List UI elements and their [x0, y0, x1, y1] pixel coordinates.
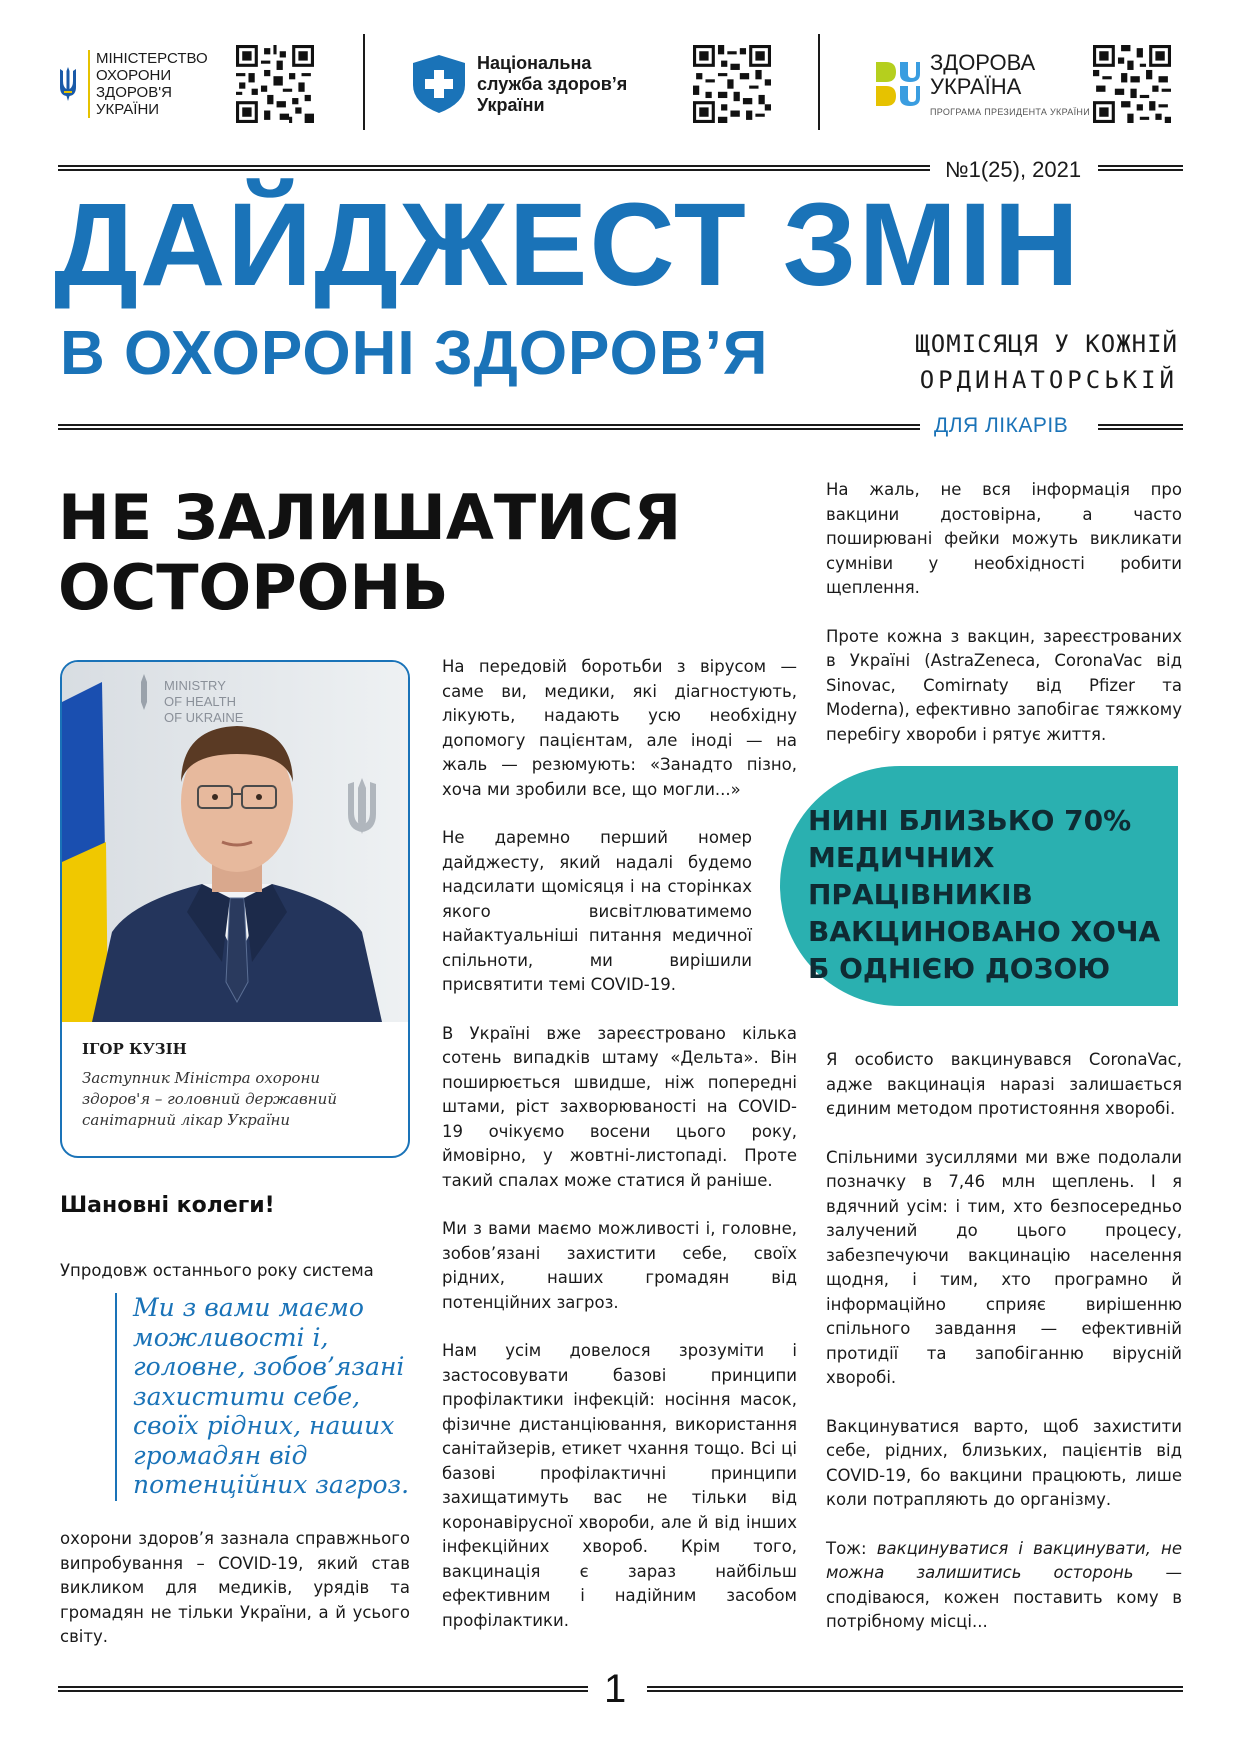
- paragraph: Я особисто вакцинувався CoronaVac, адже вакцинація наразі залишається єдиним методом протистояння хворобі.: [826, 1050, 1182, 1118]
- footer-double-rule: [58, 1686, 588, 1692]
- paragraph: На передовій боротьби з вірусом — саме ви, медики, які діагностують, лікують, надають усю необхідну допомогу пацієнтам, але іноді — на жаль — резюмують: «Занадто пізно, хоча ми зробили все, що могли...»: [442, 657, 797, 799]
- qr-code-icon[interactable]: [1093, 45, 1171, 123]
- healthy-ukraine-mark-icon: [876, 62, 920, 106]
- masthead-subtitle: В ОХОРОНІ ЗДОРОВ’Я: [60, 319, 769, 388]
- column-2: [442, 655, 797, 1657]
- qr-code-icon[interactable]: [693, 45, 771, 123]
- masthead-double-rule: [58, 424, 920, 430]
- paragraph: На жаль, не вся інформація про вакцини достовірна, а часто поширювані фейки можуть викликати сумніви у необхідності робити щеплення.: [826, 480, 1182, 597]
- nszu-name: Національна служба здоров’я України: [477, 52, 628, 115]
- paragraph: Не даремно перший номер дайджесту, який надалі будемо надсилати щомісяця і на сторінках якого висвітлюватимемо найактуальніші питання медичної спільноти, ми вирішили присвятити темі COVID-19.: [442, 828, 752, 994]
- greeting: Шановні колеги!: [60, 1193, 275, 1218]
- masthead-title: ДАЙДЖЕСТ ЗМІН: [54, 179, 1081, 311]
- top-double-rule: [58, 165, 930, 171]
- backdrop-text-line: OF UKRAINE: [164, 710, 244, 725]
- pull-quote-text: Ми з вами маємо можливості і, головне, зобов’язані захистити себе, своїх рідних, наших громадян від потенційних загроз.: [133, 1293, 410, 1499]
- masthead-tagline-1: ЩОМІСЯЦЯ У КОЖНІЙ: [915, 330, 1178, 358]
- ministry-name: МІНІСТЕРСТВО ОХОРОНИ ЗДОРОВ'Я УКРАЇНИ: [88, 50, 208, 118]
- healthy-ukraine-logo: [876, 34, 1090, 134]
- issue-number: №1(25), 2021: [945, 157, 1082, 182]
- top-double-rule-right: [1098, 165, 1183, 171]
- masthead-double-rule-right: [1098, 424, 1183, 430]
- healthy-ukraine-subtitle: ПРОГРАМА ПРЕЗИДЕНТА УКРАЇНИ: [930, 107, 1090, 117]
- column-1-end: [60, 1527, 410, 1674]
- masthead-tagline-2: ОРДИНАТОРСЬКІЙ: [919, 366, 1178, 394]
- healthy-ukraine-name: ЗДОРОВА УКРАЇНА: [930, 50, 1036, 99]
- portrait-photo: [62, 662, 408, 1022]
- column-3-bottom: [826, 1048, 1182, 1659]
- backdrop-text-line: OF HEALTH: [164, 694, 236, 709]
- backdrop-text-line: MINISTRY: [164, 678, 226, 693]
- paragraph: Упродовж останнього року система: [60, 1261, 374, 1280]
- pull-quote: [115, 1293, 415, 1501]
- nszu-logo: [413, 34, 627, 134]
- header-divider: [818, 34, 820, 130]
- ministry-logo: [58, 34, 208, 134]
- trident-icon: [58, 67, 78, 101]
- column-3-top: [826, 478, 1182, 771]
- paragraph: Спільними зусиллями ми вже подолали позначку в 7,46 млн щеплень. І я вдячний усім: і тим, хто безпосередньо залучений до цього процесу, забезпечуючи вакцинацію населення щодня, і тим, хто програмно й інформаційно сприяє вирішенню спільного завдання — ефективній протидії та запобіганню вірусній хворобі.: [826, 1147, 1182, 1387]
- portrait-role: Заступник Міністра охорони здоров'я – головний державний санітарний лікар України: [82, 1069, 337, 1129]
- qr-code-icon[interactable]: [236, 45, 314, 123]
- header-divider: [363, 34, 365, 130]
- shield-cross-icon: [413, 55, 465, 113]
- footer-double-rule-right: [647, 1686, 1183, 1692]
- portrait-name: ІГОР КУЗІН: [82, 1040, 187, 1058]
- paragraph: Ми з вами маємо можливості і, головне, зобов’язані захистити себе, своїх рідних, наших громадян від потенційних загроз.: [442, 1219, 797, 1312]
- article-headline: НЕ ЗАЛИШАТИСЯ ОСТОРОНЬ: [58, 481, 682, 624]
- portrait-card: [60, 660, 410, 1158]
- paragraph: Проте кожна з вакцин, зареєстрованих в Україні (AstraZeneca, CoronaVac від Sinovac, Comirnaty від Pfizer та Moderna), ефективно запобігає тяжкому перебігу хвороби і рятує життя.: [826, 626, 1182, 744]
- paragraph: В Україні вже зареєстровано кілька сотень випадків штаму «Дельта». Він поширюється швидше, ніж попередні штами, ріст захворюваності на COVID-19 очікуємо восени цього року, ймовірно, у жовтні-листопаді. Проте такий спалах може статися й раніше.: [442, 1023, 797, 1190]
- page-number: 1: [604, 1667, 627, 1711]
- paragraph: Вакцинуватися варто, щоб захистити себе, рідних, близьких, пацієнтів від COVID-19, бо вакцини працюють, лише коли потрапляють до організму.: [826, 1416, 1182, 1509]
- partner-logos: [58, 34, 1183, 134]
- closing-paragraph: Тож: вакцинуватися і вакцинувати, не можна залишитись осторонь — сподіваюся, кожен поставить кому в потрібному місці...: [826, 1538, 1182, 1631]
- paragraph: охорони здоров’я зазнала справжнього випробування – COVID-19, який став викликом для медиків, урядів та громадян не тільки України, а й усього світу.: [60, 1529, 410, 1646]
- paragraph: Нам усім довелося зрозуміти і застосовувати базові принципи профілактики інфекцій: носіння масок, фізичне дистанціювання, використання санітайзерів, етикет чхання тощо. Всі ці базові профілактичні принципи захищатимуть вас не тільки від коронавірусної хвороби, але й від інших інфекційних хвороб. Крім того, вакцинація є зараз найбільш ефективним і надійним засобом профілактики.: [442, 1341, 797, 1630]
- callout-box: [780, 766, 1178, 1006]
- callout-text: НИНІ БЛИЗЬКО 70% МЕДИЧНИХ ПРАЦІВНИКІВ ВАКЦИНОВАНО ХОЧА Б ОДНІЄЮ ДОЗОЮ: [808, 804, 1161, 985]
- audience-label: ДЛЯ ЛІКАРІВ: [934, 414, 1069, 437]
